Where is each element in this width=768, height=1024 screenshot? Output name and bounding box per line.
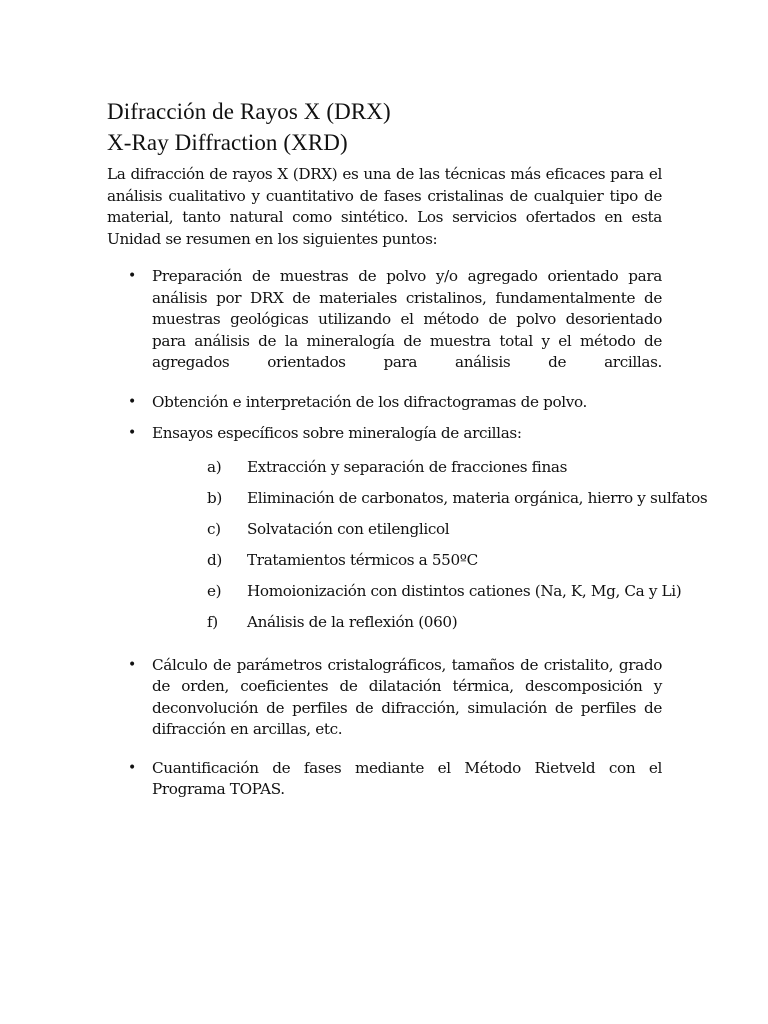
title-english: X-Ray Diffraction (XRD) [107,130,348,155]
clay-tests-sublist [152,457,708,643]
sub-list-item [152,612,662,643]
sub-item-letter: d) [207,550,222,569]
sub-item-letter: e) [207,581,222,600]
sub-item-letter: b) [207,488,222,507]
bullet-icon: • [128,656,136,673]
list-item [107,655,662,741]
sub-item-text: Solvatación con etilenglicol [247,519,450,538]
list-item-text: Obtención e interpretación de los difractogramas de polvo. [152,392,587,411]
bullet-icon: • [128,425,136,441]
intro-paragraph: La difracción de rayos X (DRX) es una de las técnicas más eficaces para el análisis cualitativo y cuantitativo de fases cristalinas de cualquier tipo de material, tanto natural como sintético. Los servicios ofertados en esta Unidad se resumen en los siguientes puntos: [107,165,662,248]
sub-item-letter: a) [207,457,222,476]
bullet-icon: • [128,759,136,776]
sub-list-item [152,488,708,519]
document-page [107,96,708,801]
sub-item-letter: c) [207,519,221,538]
title-spanish: Difracción de Rayos X (DRX) [107,99,391,124]
bullet-icon: • [128,268,136,284]
list-item [107,423,708,643]
sub-list-item [152,550,662,581]
sub-item-text: Tratamientos térmicos a 550ºC [247,550,478,569]
sub-item-text: Extracción y separación de fracciones finas [247,457,568,476]
bullet-icon: • [128,393,136,410]
list-item-text: Cuantificación de fases mediante el Método Rietveld con el Programa TOPAS. [152,758,662,798]
list-item-text: Ensayos específicos sobre mineralogía de arcillas: [152,424,522,442]
sub-item-text: Eliminación de carbonatos, materia orgánica, hierro y sulfatos [247,488,708,507]
list-item [107,392,662,414]
list-item [107,758,662,801]
sub-item-letter: f) [207,612,218,631]
sub-item-text: Homoionización con distintos cationes (Na, K, Mg, Ca y Li) [247,581,682,600]
sub-list-item [152,457,662,488]
sub-list-item [152,519,662,550]
sub-item-text: Análisis de la reflexión (060) [247,612,458,631]
list-item-text: Cálculo de parámetros cristalográficos, tamaños de cristalito, grado de orden, coeficientes de dilatación térmica, descomposición y deconvolución de perfiles de difracción, simulación de perfiles de difracción en arcillas, etc. [152,655,662,738]
sub-list-item [152,581,682,612]
list-item-text: Preparación de muestras de polvo y/o agregado orientado para análisis por DRX de materiales cristalinos, fundamentalmente de muestras geológicas utilizando el método de polvo desorientado para análisis de la mineralogía de muestra total y el método de agregados orientados para análisis de arcillas. [152,267,662,371]
services-list [107,266,708,801]
list-item [107,266,662,374]
